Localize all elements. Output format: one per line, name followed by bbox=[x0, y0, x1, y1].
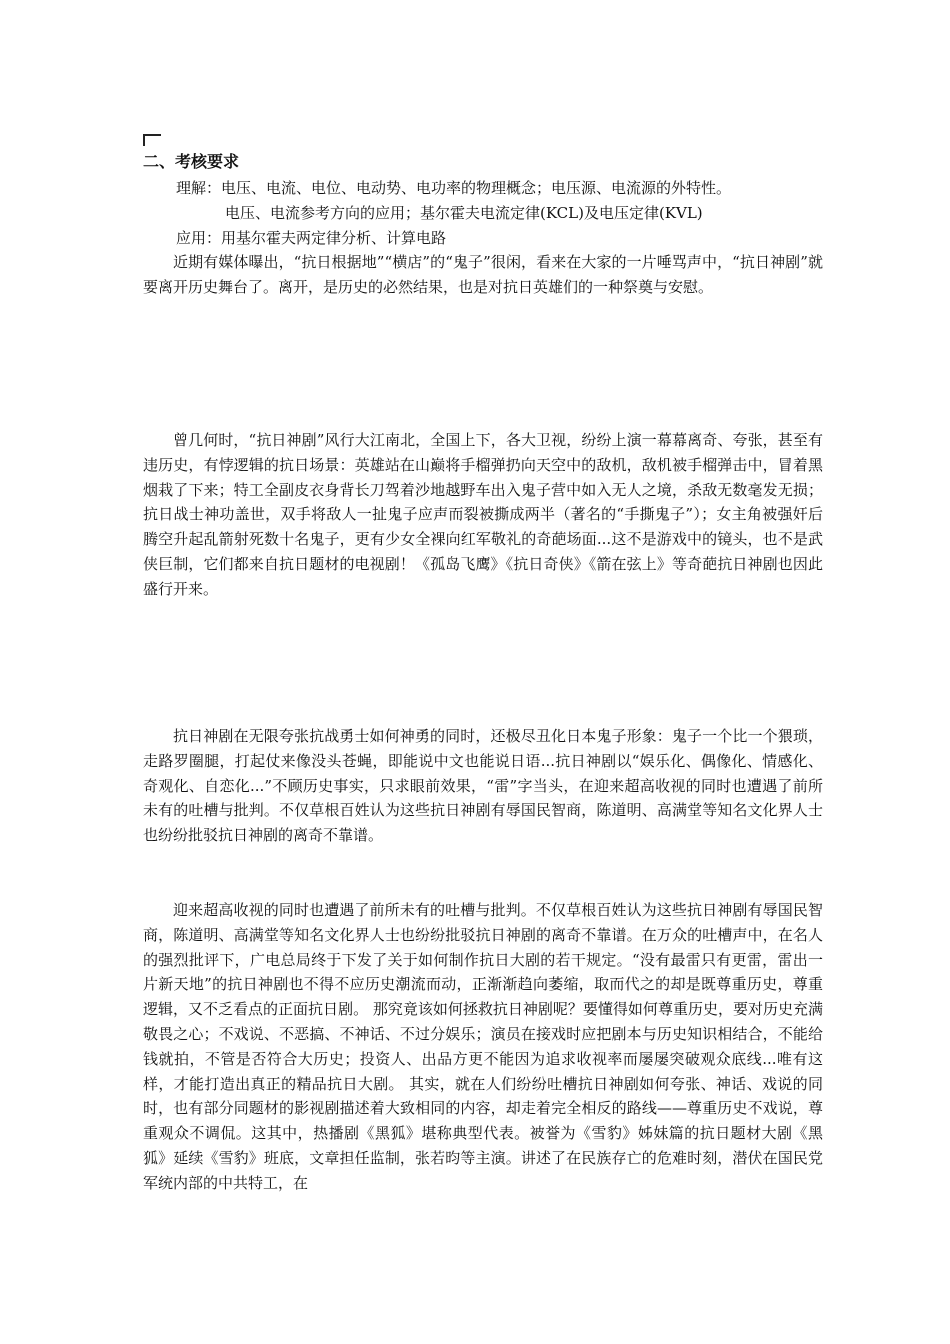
paragraph-history: 曾几何时，“抗日神剧”风行大江南北，全国上下，各大卫视，纷纷上演一幕幕离奇、夸张，甚至有违历史，有悖逻辑的抗日场景：英雄站在山巅将手榴弹扔向天空中的敌机，敌机被手榴弹击中，冒着黑烟栽了下来；特工全副皮衣身背长刀驾着沙地越野车出入鬼子营中如入无人之境，杀敌无数毫发无损；抗日战士神功盖世，双手将敌人一扯鬼子应声而裂被撕成两半（著名的“手撕鬼子”）；女主角被强奸后腾空升起乱箭射死数十名鬼子，更有少女全裸向红军敬礼的奇葩场面...这不是游戏中的镜头，也不是武侠巨制，它们都来自抗日题材的电视剧！《孤岛飞鹰》《抗日奇侠》《箭在弦上》等奇葩抗日神剧也因此盛行开来。 bbox=[143, 431, 823, 598]
application-line: 应用：用基尔霍夫两定律分析、计算电路 bbox=[176, 229, 447, 247]
paragraph-regulation: 迎来超高收视的同时也遭遇了前所未有的吐槽与批判。不仅草根百姓认为这些抗日神剧有辱国民智商，陈道明、高满堂等知名文化界人士也纷纷批驳抗日神剧的离奇不靠谱。在万众的吐槽声中，在名人的强烈批评下，广电总局终于下发了关于如何制作抗日大剧的若干规定。“没有最雷只有更雷，雷出一片新天地”的抗日神剧也不得不应历史潮流而动，正渐渐趋向萎缩，取而代之的却是既尊重历史，尊重逻辑，又不乏看点的正面抗日剧。 那究竟该如何拯救抗日神剧呢？要懂得如何尊重历史，要对历史充满敬畏之心；不戏说、不恶搞、不神话、不过分娱乐；演员在接戏时应把剧本与历史知识相结合，不能给钱就拍，不管是否符合大历史；投资人、出品方更不能因为追求收视率而屡屡突破观众底线...唯有这样，才能打造出真正的精品抗日大剧。 其实，就在人们纷纷吐槽抗日神剧如何夸张、神话、戏说的同时，也有部分同题材的影视剧描述着大致相同的内容，却走着完全相反的路线——尊重历史不戏说，尊重观众不调侃。这其中，热播剧《黑狐》堪称典型代表。被誉为《雪豹》姊妹篇的抗日题材大剧《黑狐》延续《雪豹》班底，文章担任监制，张若昀等主演。讲述了在民族存亡的危难时刻，潜伏在国民党军统内部的中共特工，在 bbox=[143, 901, 823, 1192]
paragraph-intro: 近期有媒体曝出，“抗日根据地”“横店”的“鬼子”很闲，看来在大家的一片唾骂声中，“抗日神剧”就要离开历史舞台了。离开，是历史的必然结果，也是对抗日英雄们的一种祭奠与安慰。 bbox=[143, 253, 823, 296]
understanding-line-1: 理解：电压、电流、电位、电动势、电功率的物理概念；电压源、电流源的外特性。 bbox=[176, 179, 732, 197]
section-heading: 二、考核要求 bbox=[143, 152, 240, 171]
understanding-line-2: 电压、电流参考方向的应用；基尔霍夫电流定律(KCL)及电压定律(KVL) bbox=[225, 204, 703, 222]
corner-mark bbox=[143, 134, 161, 146]
paragraph-criticism: 抗日神剧在无限夸张抗战勇士如何神勇的同时，还极尽丑化日本鬼子形象：鬼子一个比一个猥琐，走路罗圈腿，打起仗来像没头苍蝇，即能说中文也能说日语...抗日神剧以“娱乐化、偶像化、情感化、奇观化、自恋化...”不顾历史事实，只求眼前效果，“雷”字当头，在迎来超高收视的同时也遭遇了前所未有的吐槽与批判。不仅草根百姓认为这些抗日神剧有辱国民智商，陈道明、高满堂等知名文化界人士也纷纷批驳抗日神剧的离奇不靠谱。 bbox=[143, 727, 823, 845]
